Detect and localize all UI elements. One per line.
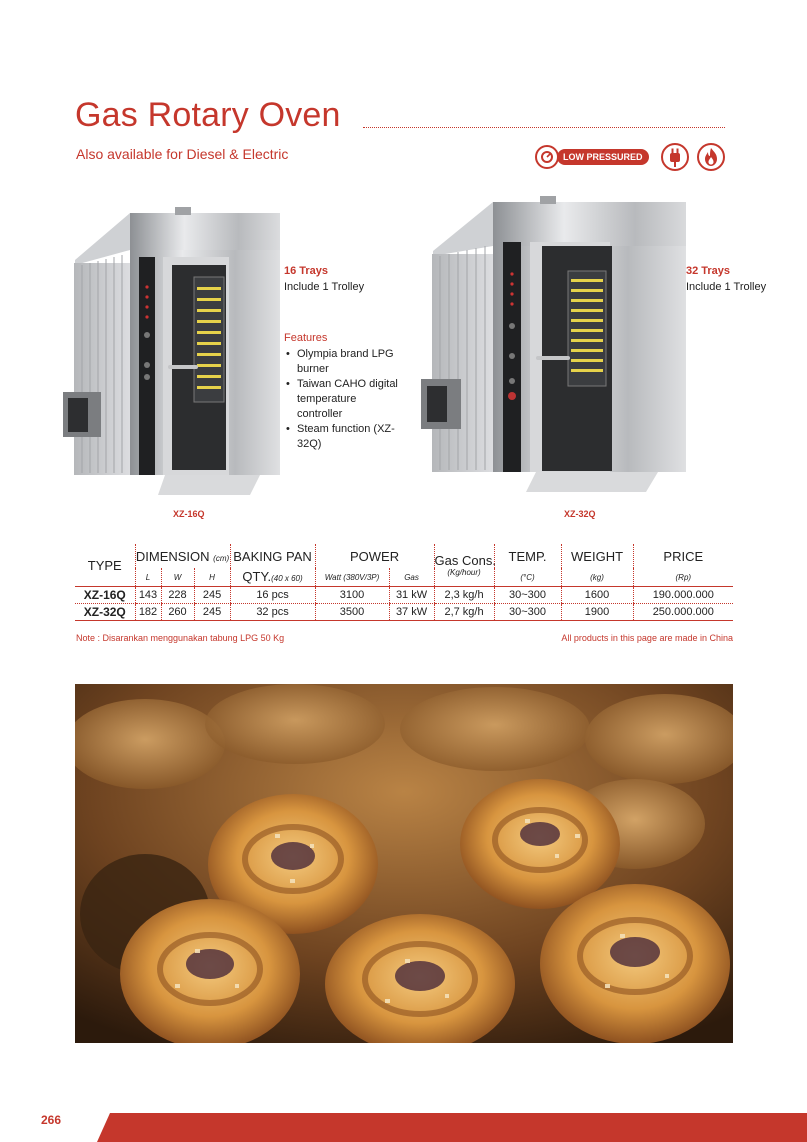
features-heading: Features (284, 332, 328, 344)
subheader-gas: Gas (389, 568, 434, 587)
column-header-price: PRICE (633, 544, 733, 568)
model-caption: XZ-16Q (173, 509, 205, 519)
column-header-temp: TEMP. (494, 544, 561, 568)
feature-item: • Taiwan CAHO digital temperature controller (284, 377, 404, 422)
table-row (75, 604, 733, 621)
table-header-row (75, 544, 733, 568)
subheader-price-unit: (Rp) (633, 568, 733, 587)
cell-h: 245 (194, 587, 230, 604)
pressure-gauge-icon (535, 145, 559, 169)
trays-label: 32 Trays (686, 265, 731, 277)
subheader-h: H (194, 568, 230, 587)
cell-weight: 1900 (561, 604, 633, 621)
cell-weight: 1600 (561, 587, 633, 604)
subheader-l: L (135, 568, 161, 587)
pastry-photo (75, 684, 733, 1043)
cell-watt: 3100 (315, 587, 389, 604)
feature-item: • Steam function (XZ-32Q) (284, 422, 404, 452)
trolley-label: Include 1 Trolley (686, 281, 767, 293)
page-number: 266 (41, 1113, 62, 1127)
title-dotted-rule (363, 127, 725, 128)
cell-temp: 30~300 (494, 587, 561, 604)
cell-price: 190.000.000 (633, 587, 733, 604)
table-row (75, 587, 733, 604)
model-caption: XZ-32Q (564, 509, 596, 519)
cell-gas-cons: 2,3 kg/h (434, 587, 494, 604)
cell-gas-cons: 2,7 kg/h (434, 604, 494, 621)
low-pressured-badge: LOW PRESSURED (557, 149, 649, 165)
cell-l: 182 (135, 604, 161, 621)
footer-accent-bar (0, 1113, 807, 1142)
cell-h: 245 (194, 604, 230, 621)
oven-xz-32q-image (418, 196, 686, 492)
subheader-watt: Watt (380V/3P) (315, 568, 389, 587)
spec-table (75, 544, 733, 621)
trolley-label: Include 1 Trolley (284, 281, 365, 293)
subheader-w: W (161, 568, 194, 587)
trays-label: 16 Trays (284, 265, 329, 277)
cell-price: 250.000.000 (633, 604, 733, 621)
cell-w: 260 (161, 604, 194, 621)
oven-xz-16q-image (60, 205, 280, 495)
cell-temp: 30~300 (494, 604, 561, 621)
subheader-temp-unit: (°C) (494, 568, 561, 587)
cell-gas: 31 kW (389, 587, 434, 604)
page-title: Gas Rotary Oven (75, 96, 341, 134)
column-header-weight: WEIGHT (561, 544, 633, 568)
cell-type: XZ-16Q (75, 587, 135, 604)
cell-l: 143 (135, 587, 161, 604)
column-header-type: TYPE (75, 544, 135, 587)
subheader-qty: QTY.(40 x 60) (230, 568, 315, 587)
features-list (284, 347, 404, 452)
gas-flame-icon (696, 142, 726, 172)
cell-qty: 16 pcs (230, 587, 315, 604)
cell-gas: 37 kW (389, 604, 434, 621)
table-subheader-row (75, 568, 733, 587)
column-header-dimension: DIMENSION (cm) (135, 544, 230, 568)
electric-plug-icon (660, 142, 690, 172)
column-header-gas-cons: Gas Cons. (434, 544, 494, 568)
feature-item: • Olympia brand LPG burner (284, 347, 404, 377)
cell-type: XZ-32Q (75, 604, 135, 621)
footnote: Note : Disarankan menggunakan tabung LPG 50 Kg (76, 633, 285, 643)
column-header-power: POWER (315, 544, 434, 568)
cell-w: 228 (161, 587, 194, 604)
cell-watt: 3500 (315, 604, 389, 621)
column-header-baking-pan: BAKING PAN (230, 544, 315, 568)
subheader-weight-unit: (kg) (561, 568, 633, 587)
page-subtitle: Also available for Diesel & Electric (76, 146, 289, 162)
cell-qty: 32 pcs (230, 604, 315, 621)
made-in-note: All products in this page are made in China (561, 633, 733, 643)
subheader-gas-cons-unit: (Kg/hour) (434, 568, 494, 587)
